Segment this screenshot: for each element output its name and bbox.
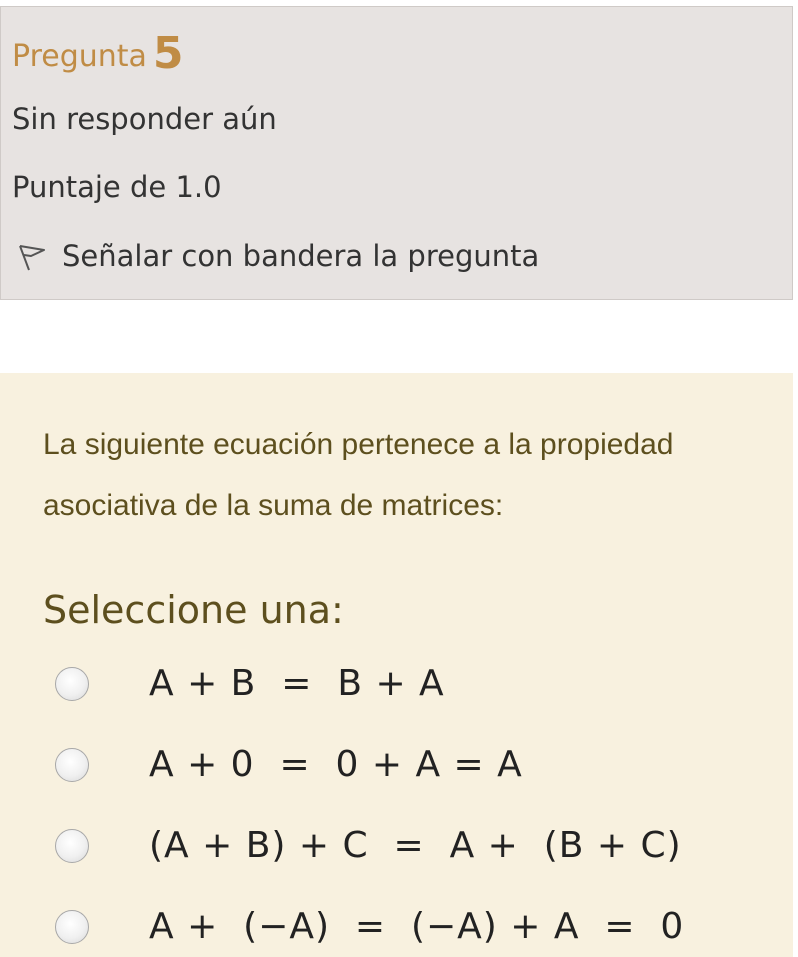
question-status: Sin responder aún <box>12 102 277 136</box>
answer-option-4[interactable] <box>55 906 684 947</box>
question-number: 5 <box>152 28 184 79</box>
radio-button[interactable] <box>55 748 89 782</box>
select-one-label: Seleccione una: <box>43 588 344 632</box>
radio-button[interactable] <box>55 667 89 701</box>
flag-label: Señalar con bandera la pregunta <box>62 239 540 273</box>
answer-option-1[interactable] <box>55 663 445 704</box>
answer-option-3[interactable] <box>55 825 682 866</box>
option-formula: (A + B) + C = A + (B + C) <box>149 825 682 866</box>
question-title <box>12 28 184 79</box>
option-formula: A + B = B + A <box>149 663 445 704</box>
answer-option-2[interactable] <box>55 744 523 785</box>
question-score: Puntaje de 1.0 <box>12 170 222 204</box>
flag-question-link[interactable] <box>14 238 539 274</box>
radio-button[interactable] <box>55 829 89 863</box>
radio-button[interactable] <box>55 910 89 944</box>
option-formula: A + (−A) = (−A) + A = 0 <box>149 906 685 947</box>
question-prompt: La siguiente ecuación pertenece a la propiedad asociativa de la suma de matrices: <box>43 428 674 522</box>
question-label: Pregunta <box>12 39 147 74</box>
flag-icon <box>14 238 50 274</box>
option-formula: A + 0 = 0 + A = A <box>149 744 523 785</box>
